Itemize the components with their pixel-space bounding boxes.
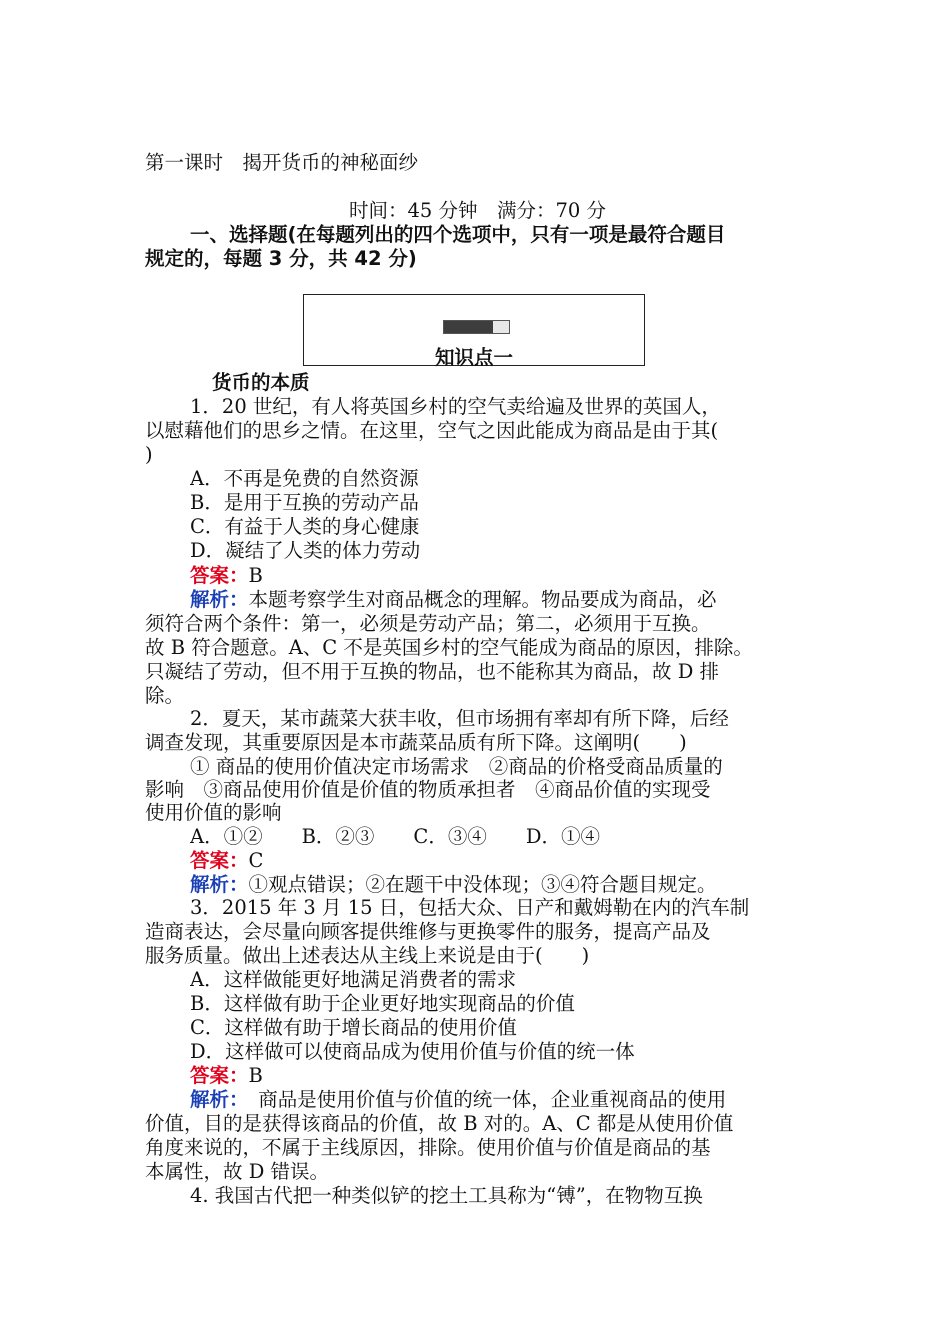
q3-stem-line1: 3．2015 年 3 月 15 日，包括大众、日产和戴姆勒在内的汽车制 bbox=[190, 896, 750, 919]
q1-stem-line1: 1．20 世纪，有人将英国乡村的空气卖给遍及世界的英国人， bbox=[190, 395, 721, 418]
q2-statement-line3: 使用价值的影响 bbox=[145, 801, 282, 824]
q2-stem-line2: 调查发现，其重要原因是本市蔬菜品质有所下降。这阐明( ) bbox=[145, 731, 687, 754]
q1-option-a: A．不再是免费的自然资源 bbox=[190, 467, 419, 490]
q2-answer bbox=[190, 848, 810, 873]
q3-explanation-line1 bbox=[190, 1087, 810, 1112]
answer-label: 答案： bbox=[190, 849, 249, 872]
q1-explanation-text: 本题考察学生对商品概念的理解。物品要成为商品，必 bbox=[248, 588, 717, 611]
q3-answer-value: B bbox=[248, 1064, 263, 1087]
q4-stem-line1: 4. 我国古代把一种类似铲的挖土工具称为“镈”，在物物互换 bbox=[190, 1184, 703, 1207]
analysis-label: 解析： bbox=[190, 873, 249, 896]
q2-options: A．①② B．②③ C．③④ D．①④ bbox=[190, 825, 600, 848]
q1-explanation-line1 bbox=[190, 587, 810, 612]
q1-explanation-line5: 除。 bbox=[145, 684, 185, 707]
q1-stem-line3: ) bbox=[145, 443, 153, 466]
q1-explanation-line2: 须符合两个条件：第一，必须是劳动产品；第二，必须用于互换。 bbox=[145, 612, 711, 635]
q1-option-c: C．有益于人类的身心健康 bbox=[190, 515, 420, 538]
q1-option-d: D．凝结了人类的体力劳动 bbox=[190, 539, 421, 562]
q3-answer bbox=[190, 1063, 810, 1088]
analysis-label: 解析： bbox=[190, 1088, 239, 1111]
section-heading-line2: 规定的，每题 3 分，共 42 分) bbox=[145, 247, 417, 270]
q3-explanation-text: 商品是使用价值与价值的统一体，企业重视商品的使用 bbox=[238, 1088, 727, 1111]
q3-option-c: C．这样做有助于增长商品的使用价值 bbox=[190, 1016, 517, 1039]
knowledge-point-box bbox=[303, 294, 645, 369]
q1-stem-line2: 以慰藉他们的思乡之情。在这里，空气之因此能成为商品是由于其( bbox=[145, 419, 719, 442]
q1-explanation-line4: 只凝结了劳动，但不用于互换的物品，也不能称其为商品，故 D 排 bbox=[145, 660, 720, 683]
q3-option-a: A．这样做能更好地满足消费者的需求 bbox=[190, 968, 517, 991]
lesson-title: 第一课时 揭开货币的神秘面纱 bbox=[145, 151, 419, 174]
q2-statement-line2: 影响 ③商品使用价值是价值的物质承担者 ④商品价值的实现受 bbox=[145, 778, 711, 801]
analysis-label: 解析： bbox=[190, 588, 249, 611]
q2-stem-line1: 2．夏天，某市蔬菜大获丰收，但市场拥有率却有所下降，后经 bbox=[190, 707, 729, 730]
time-info: 时间：45 分钟 满分：70 分 bbox=[348, 199, 607, 222]
q1-explanation-line3: 故 B 符合题意。A、C 不是英国乡村的空气能成为商品的原因，排除。 bbox=[145, 636, 753, 659]
answer-label: 答案： bbox=[190, 564, 249, 587]
q2-explanation-line1 bbox=[190, 872, 810, 897]
q2-explanation-text: ①观点错误；②在题干中没体现；③④符合题目规定。 bbox=[248, 873, 717, 896]
q2-answer-value: C bbox=[248, 849, 264, 872]
section-heading-line1: 一、选择题(在每题列出的四个选项中，只有一项是最符合题目 bbox=[190, 223, 726, 246]
knowledge-point-label: 知识点一 bbox=[434, 346, 513, 369]
q1-answer bbox=[190, 563, 810, 588]
q3-option-b: B．这样做有助于企业更好地实现商品的价值 bbox=[190, 992, 575, 1015]
q1-option-b: B．是用于互换的劳动产品 bbox=[190, 491, 419, 514]
progress-bar-graphic bbox=[443, 320, 510, 334]
q3-stem-line3: 服务质量。做出上述表达从主线上来说是由于( ) bbox=[145, 944, 590, 967]
topic-title: 货币的本质 bbox=[212, 371, 310, 394]
q3-explanation-line2: 价值，目的是获得该商品的价值，故 B 对的。A、C 都是从使用价值 bbox=[145, 1112, 734, 1135]
answer-label: 答案： bbox=[190, 1064, 249, 1087]
q3-stem-line2: 造商表达，会尽量向顾客提供维修与更换零件的服务，提高产品及 bbox=[145, 920, 711, 943]
q3-option-d: D．这样做可以使商品成为使用价值与价值的统一体 bbox=[190, 1040, 635, 1063]
q1-answer-value: B bbox=[248, 564, 263, 587]
q2-statement-line1: ① 商品的使用价值决定市场需求 ②商品的价格受商品质量的 bbox=[190, 755, 723, 778]
q3-explanation-line3: 角度来说的，不属于主线原因，排除。使用价值与价值是商品的基 bbox=[145, 1136, 711, 1159]
q3-explanation-line4: 本属性，故 D 错误。 bbox=[145, 1160, 330, 1183]
